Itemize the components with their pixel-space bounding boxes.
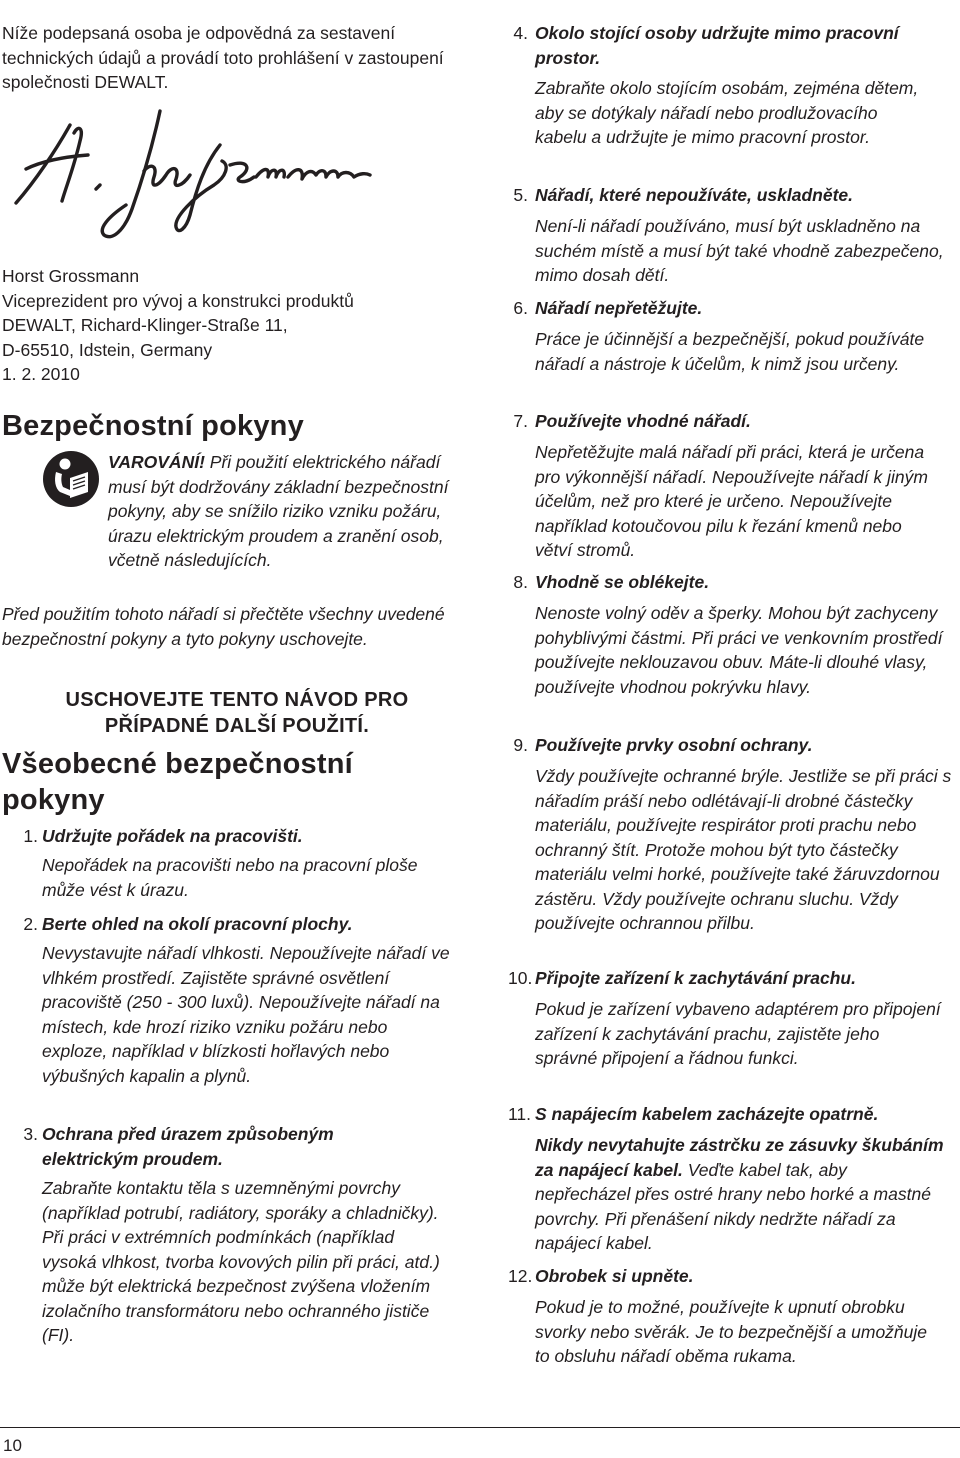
read-manual-icon [42,450,100,508]
item-number: 8. [513,572,528,592]
item-number: 5. [513,185,528,205]
item-title: Vhodně se oblékejte. [535,572,710,592]
warning-label: VAROVÁNÍ! [108,452,205,472]
item-body: Nepořádek na pracovišti nebo na pracovní ploše může vést k úrazu. [42,855,418,900]
item-number: 10. [508,968,533,988]
author-block [2,264,467,387]
item-number: 1. [23,826,38,846]
general-safety-heading: Všeobecné bezpečnostní pokyny [2,748,353,816]
item-title: Používejte prvky osobní ochrany. [535,735,813,755]
item-title: Ochrana před úrazem způsobeným elektrickým proudem. [42,1124,334,1169]
item-title: S napájecím kabelem zacházejte opatrně. [535,1104,879,1124]
item-number: 2. [23,914,38,934]
item-body-bold: Nikdy nevytahujte zástrčku ze zásuvky škubáním za napájecí kabel. [535,1135,944,1180]
item-title: Nářadí, které nepoužíváte, uskladněte. [535,185,854,205]
item-title: Udržujte pořádek na pracovišti. [42,826,303,846]
item-body [535,1133,945,1256]
declaration-date: 1. 2. 2010 [2,364,80,384]
item-title: Připojte zařízení k zachytávání prachu. [535,968,856,988]
warning-text [108,450,473,573]
item-number: 9. [513,735,528,755]
item-body: Nepřetěžujte malá nářadí při práci, která je určena pro výkonnější nářadí. Nepoužívejte nářadí k jiným účelům, než pro které je určeno. Nepoužívejte například kotoučovou pilu k řezání kmenů nebo větví stromů. [535,442,928,560]
item-number: 7. [513,411,528,431]
item-body: Zabraňte okolo stojícím osobám, zejména dětem, aby se dotýkaly nářadí nebo prodlužovacího kabelu a udržujte je mimo pracovní prostor. [535,78,919,147]
footer-divider [0,1427,960,1428]
item-body: Pokud je to možné, používejte k upnutí obrobku svorky nebo svěrák. Je to bezpečnější a umožňuje to obsluhu nářadí oběma rukama. [535,1297,928,1366]
item-title: Okolo stojící osoby udržujte mimo pracovní prostor. [535,23,899,68]
item-number: 11. [508,1104,532,1124]
item-number: 4. [513,23,528,43]
item-body: Nevystavujte nářadí vlhkosti. Nepoužívejte nářadí ve vlhkém prostředí. Zajistěte správné osvětlení pracoviště (250 - 300 luxů). Nepoužívejte nářadí na místech, kde hrozí riziko vzniku požáru nebo exploze, například v blízkosti hořlavých nebo výbušných kapalin a plynů. [42,943,450,1086]
item-number: 12. [508,1266,533,1286]
page-number: 10 [3,1436,22,1455]
author-address-2: D-65510, Idstein, Germany [2,339,213,360]
item-title: Používejte vhodné nářadí. [535,411,751,431]
read-instructions-text: Před použitím tohoto nářadí si přečtěte všechny uvedené bezpečnostní pokyny a tyto pokyny uschovejte. [2,604,445,649]
item-body: Pokud je zařízení vybaveno adaptérem pro připojení zařízení k zachytávání prachu, zajistěte jeho správné připojení a řádnou funkci. [535,999,941,1068]
item-body: Zabraňte kontaktu těla s uzemněnými povrchy (například potrubí, radiátory, sporáky a chladničky). Při práci v extrémních podmínkách (například vysoká vlhkost, tvorba kovových pilin při práci, atd.) může být elektrická bezpečnost zvýšena vložením izolačního transformátoru nebo ochranného jističe (FI). [42,1178,440,1345]
keep-manual-line-1: USCHOVEJTE TENTO NÁVOD PRO [65,689,409,711]
item-body: Nenoste volný oděv a šperky. Mohou být zachyceny pohyblivými částmi. Při práci ve venkovním prostředí používejte neklouzavou obuv. Máte-li dlouhé vlasy, používejte vhodnou pokrývku hlavy. [535,603,943,697]
item-number: 6. [513,298,528,318]
item-body-rest: Veďte kabel tak, aby nepřecházel přes ostré hrany nebo horké a mastné povrchy. Při přenášení nikdy nedržte nářadí za napájecí kabel. [535,1159,931,1253]
item-body: Není-li nářadí používáno, musí být uskladněno na suchém místě a musí být také vhodně zabezpečeno, mimo dosah dětí. [535,216,944,285]
item-number: 3. [23,1124,38,1144]
signature-image [8,105,373,245]
declaration-intro: Níže podepsaná osoba je odpovědná za sestavení technických údajů a provádí toto prohlášení v zastoupení společnosti DEWALT. [2,23,444,92]
keep-manual-line-2: PŘÍPADNÉ DALŠÍ POUŽITÍ. [104,715,370,737]
author-address-1: DEWALT, Richard-Klinger-Straße 11, [2,315,288,335]
safety-heading: Bezpečnostní pokyny [2,410,304,442]
warning-body: Při použití elektrického nářadí musí být dodržovány základní bezpečnostní pokyny, aby se snížilo riziko vzniku požáru, úrazu elektrickým proudem a zranění osob, včetně následujících. [108,452,449,570]
item-title: Nářadí nepřetěžujte. [535,298,703,318]
item-body: Práce je účinnější a bezpečnější, pokud používáte nářadí a nástroje k účelům, k nimž jsou určeny. [535,329,925,374]
item-title: Obrobek si upněte. [535,1266,694,1286]
author-role: Viceprezident pro vývoj a konstrukci produktů [2,290,354,311]
keep-manual-notice [2,687,472,739]
item-title: Berte ohled na okolí pracovní plochy. [42,914,353,934]
author-name: Horst Grossmann [2,266,140,286]
item-body: Vždy používejte ochranné brýle. Jestliže se při práci s nářadím práší nebo odlétávají-li drobné částečky materiálu, používejte respirátor proti prachu nebo ochranný štít. Protože mohou být tyto částečky materiálu velmi horké, používejte také žáruvzdornou zástěru. Vždy používejte ochranu sluchu. Vždy používejte ochrannou přilbu. [535,766,952,933]
